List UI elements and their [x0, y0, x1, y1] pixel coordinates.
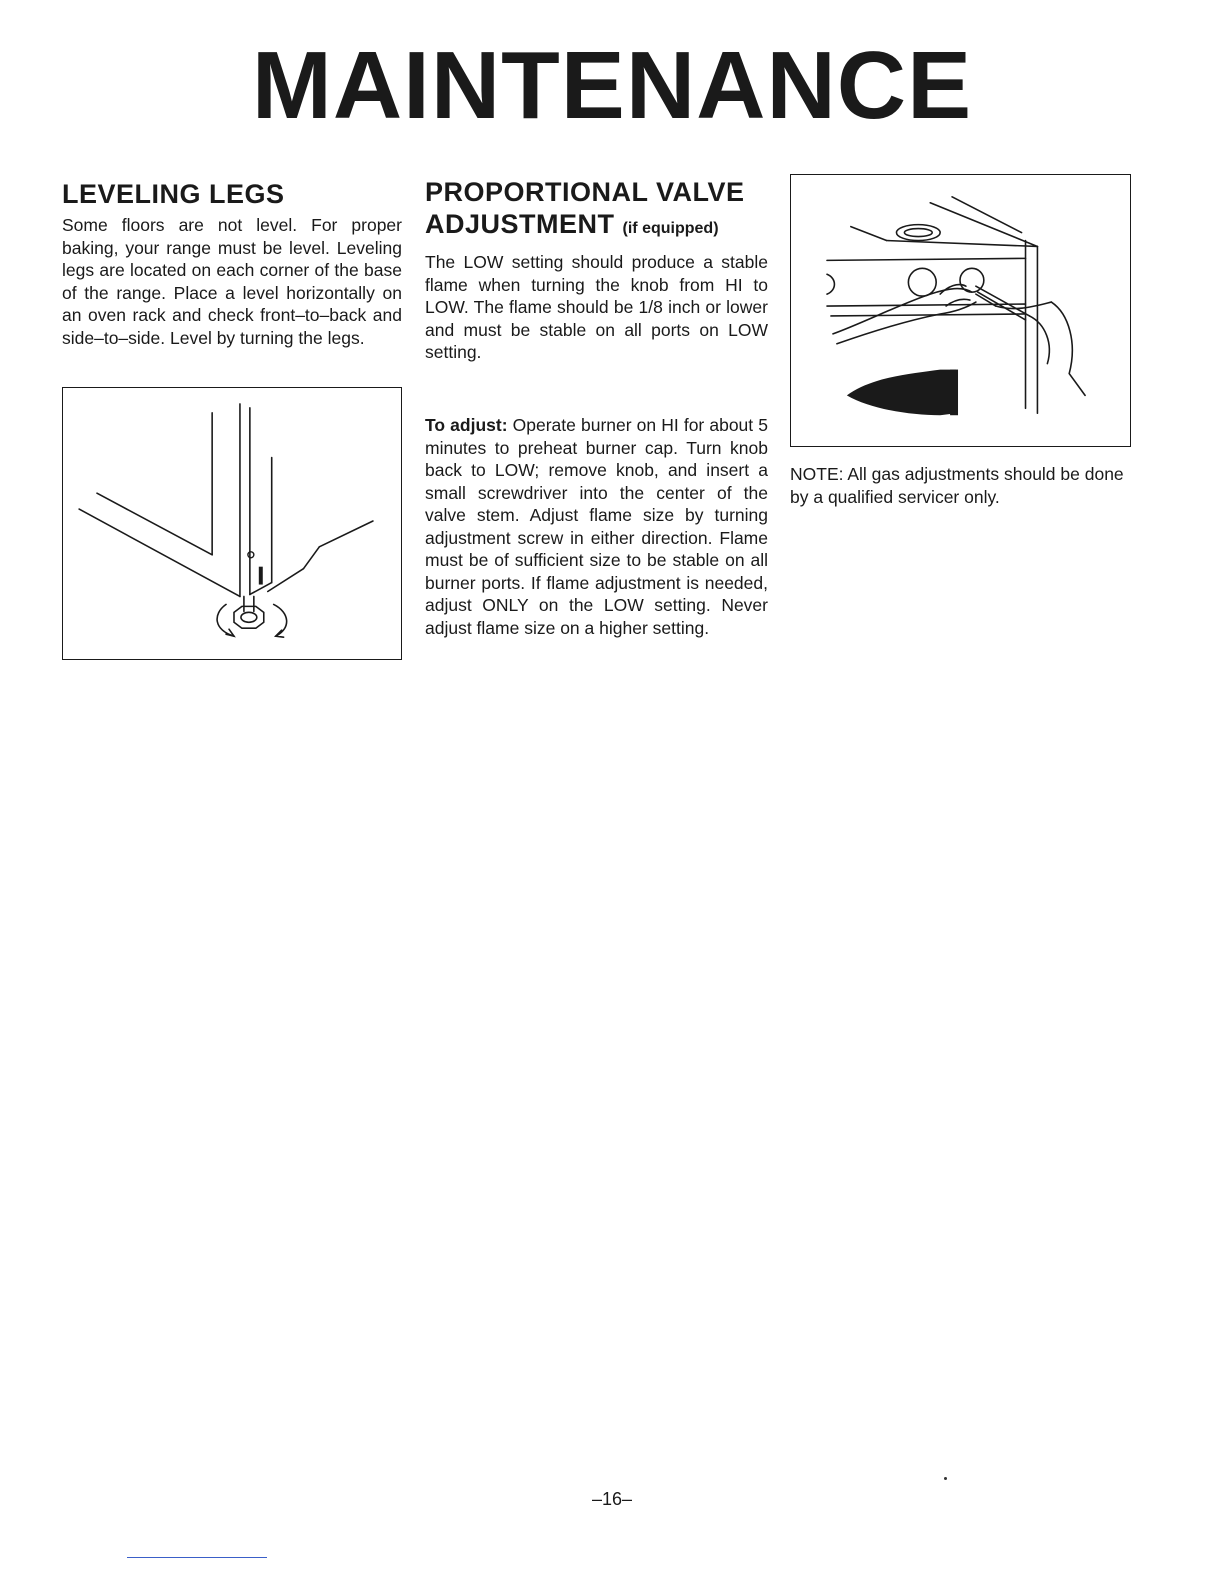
valve-adjustment-drawing — [791, 175, 1130, 446]
proportional-valve-heading-line2: ADJUSTMENT — [425, 209, 615, 239]
gas-adjustment-note: NOTE: All gas adjustments should be done by a qualified servicer only. — [790, 464, 1124, 507]
page-number: –16– — [591, 1489, 633, 1509]
leveling-legs-text: Some floors are not level. For proper baking, your range must be level. Leveling legs are located on each corner of the base of the range. Place a level horizontally on an oven rack and check front–to–back and side–to–side. Level by turning the legs. — [62, 215, 402, 348]
leveling-legs-heading: LEVELING LEGS — [62, 179, 285, 209]
footer-rule — [127, 1557, 267, 1558]
scan-speck — [944, 1477, 947, 1480]
proportional-valve-intro: The LOW setting should produce a stable flame when turning the knob from HI to LOW. The flame should be 1/8 inch or lower and must be stable on all ports on LOW setting. — [425, 252, 768, 362]
if-equipped-note: (if equipped) — [622, 220, 719, 237]
proportional-valve-heading-line1: PROPORTIONAL VALVE — [425, 177, 745, 207]
page-title: MAINTENANCE — [251, 32, 973, 139]
proportional-valve-heading — [425, 176, 745, 245]
leveling-leg-illustration — [62, 387, 402, 660]
adjust-instructions — [425, 414, 768, 639]
adjust-body: Operate burner on HI for about 5 minutes to preheat burner cap. Turn knob back to LOW; remove knob, and insert a small screwdriver into the center of the valve stem. Adjust flame size by turning adjustment screw in either direction. Flame must be of sufficient size to be stable on all burner ports. If flame adjustment is needed, adjust ONLY on the LOW setting. Never adjust flame size on a higher setting. — [425, 415, 768, 638]
valve-adjustment-illustration — [790, 174, 1131, 447]
leveling-leg-drawing — [63, 388, 401, 659]
adjust-lead: To adjust: — [425, 415, 508, 435]
